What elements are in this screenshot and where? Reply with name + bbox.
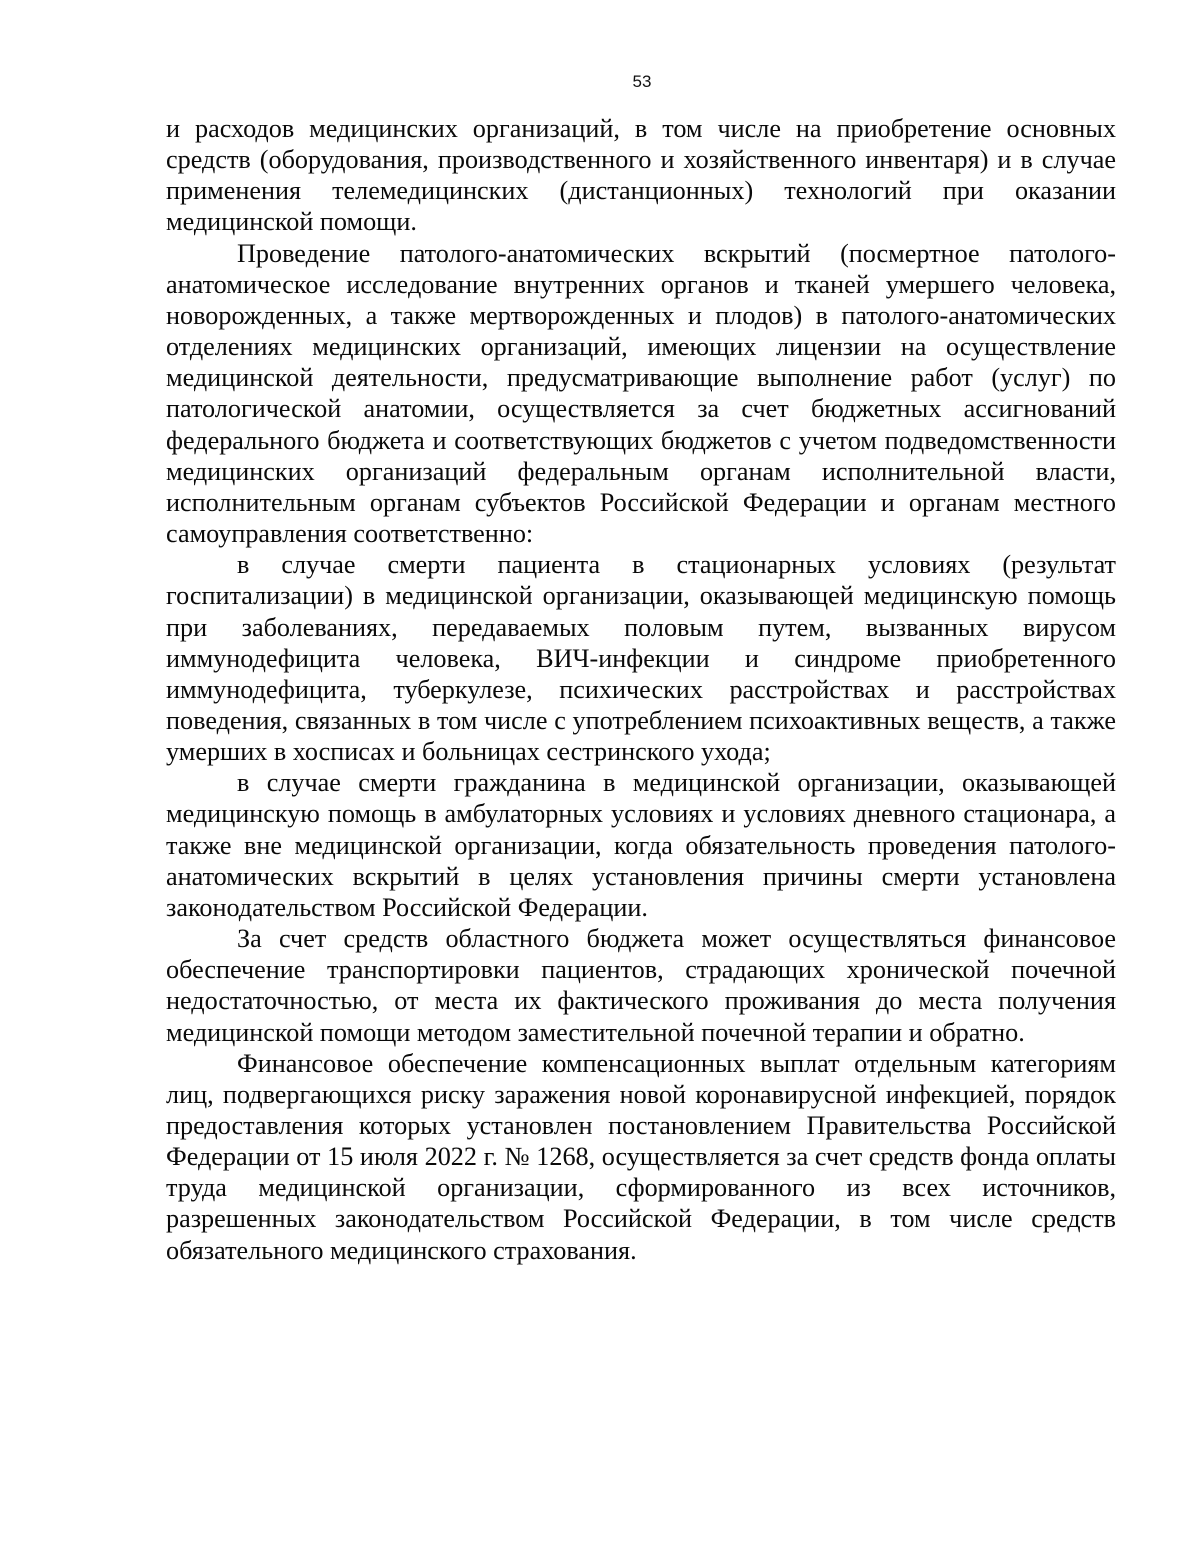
page-number: 53 [632,72,652,91]
paragraph-continuation: и расходов медицинских организаций, в том числе на приобретение основных средств (оборудования, производственного и хозяйственного инвентаря) и в случае применения телемедицинских (дистанционных) технологий при оказании медицинской помощи. [166,114,1116,237]
paragraph-dialysis-transport: За счет средств областного бюджета может осуществляться финансовое обеспечение транспортировки пациентов, страдающих хронической почечной недостаточностью, от места их фактического проживания до места получения медицинской помощи методом заместительной почечной терапии и обратно. [166,924,1116,1047]
document-body [166,113,1116,1266]
paragraph-inpatient-death: в случае смерти пациента в стационарных условиях (результат госпитализации) в медицинской организации, оказывающей медицинскую помощь при заболеваниях, передаваемых половым путем, вызванных вирусом иммунодефицита человека, ВИЧ-инфекции и синдроме приобретенного иммунодефицита, туберкулезе, психических расстройствах и расстройствах поведения, связанных в том числе с употреблением психоактивных веществ, а также умерших в хосписах и больницах сестринского ухода; [166,550,1116,767]
paragraph-autopsy-funding: Проведение патолого-анатомических вскрытий (посмертное патолого-анатомическое исследование внутренних органов и тканей умершего человека, новорожденных, а также мертворожденных и плодов) в патолого-анатомических отделениях медицинских организаций, имеющих лицензии на осуществление медицинской деятельности, предусматривающие выполнение работ (услуг) по патологической анатомии, осуществляется за счет бюджетных ассигнований федерального бюджета и соответствующих бюджетов с учетом подведомственности медицинских организаций федеральным органам исполнительной власти, исполнительным органам субъектов Российской Федерации и органам местного самоуправления соответственно: [166,238,1116,549]
paragraph-outpatient-death: в случае смерти гражданина в медицинской организации, оказывающей медицинскую помощь в амбулаторных условиях и условиях дневного стационара, а также вне медицинской организации, когда обязательность проведения патолого-анатомических вскрытий в целях установления причины смерти установлена законодательством Российской Федерации. [166,768,1116,922]
paragraph-compensation-payments: Финансовое обеспечение компенсационных выплат отдельным категориям лиц, подвергающихся риску заражения новой коронавирусной инфекцией, порядок предоставления которых установлен постановлением Правительства Российской Федерации от 15 июля 2022 г. № 1268, осуществляется за счет средств фонда оплаты труда медицинской организации, сформированного из всех источников, разрешенных законодательством Российской Федерации, в том числе средств обязательного медицинского страхования. [166,1048,1116,1265]
